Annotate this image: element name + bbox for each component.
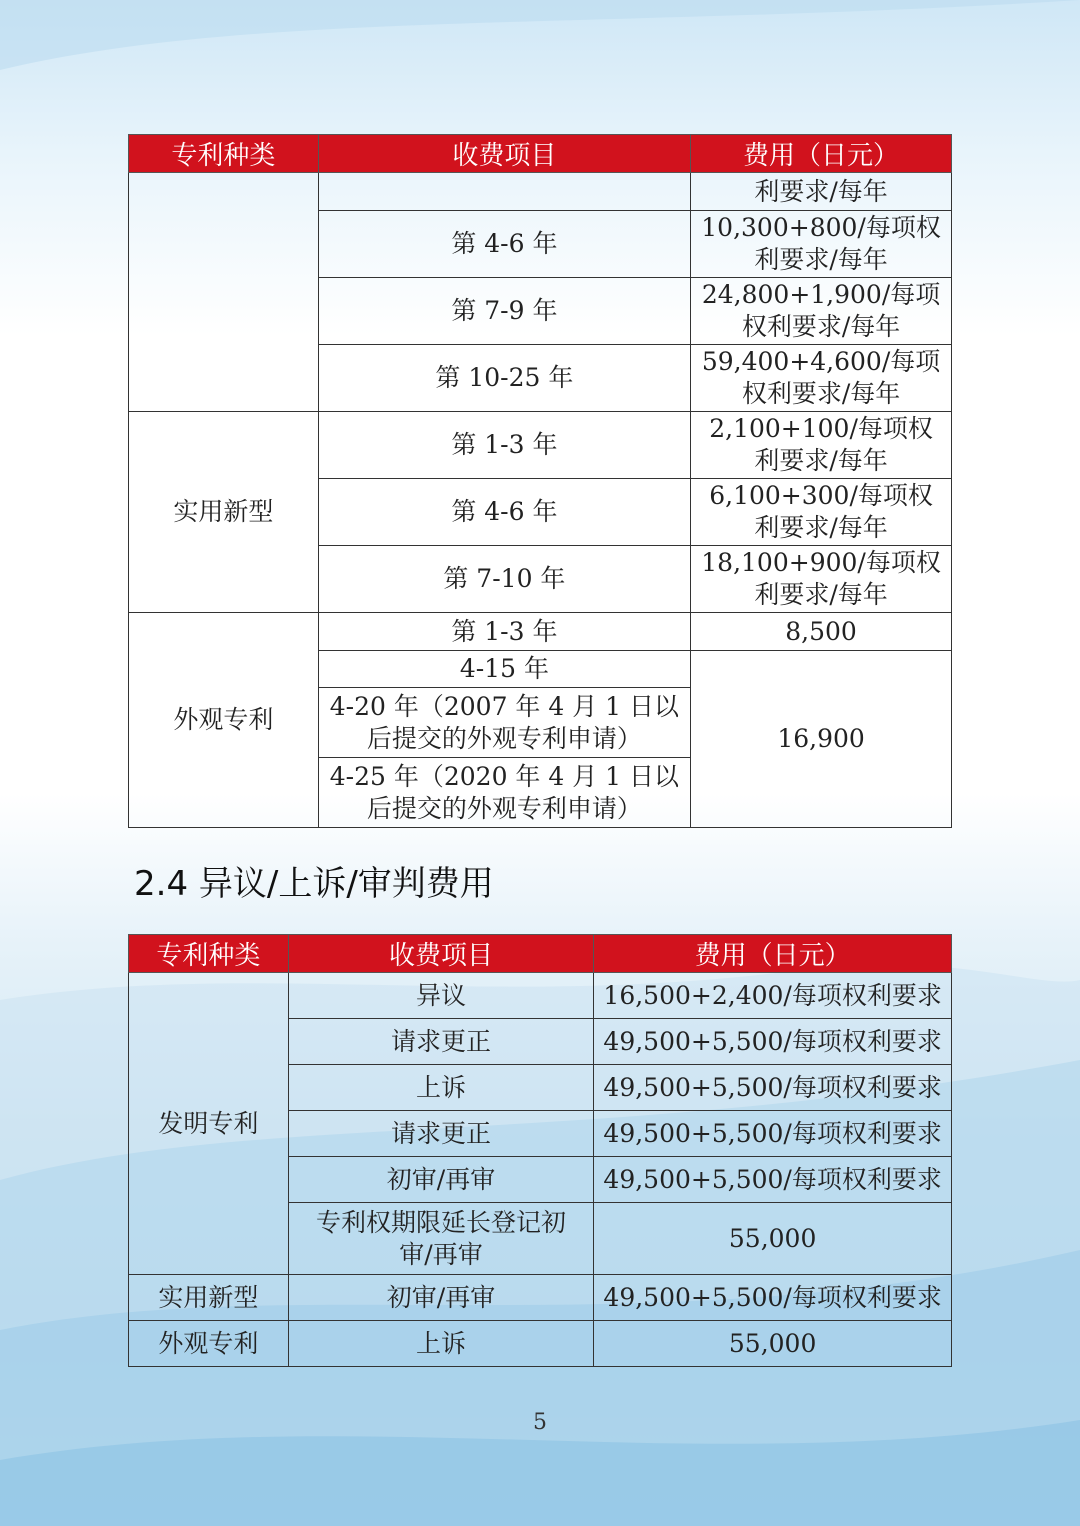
fee-amount-cell: 49,500+5,500/每项权利要求	[594, 1157, 952, 1203]
fee-amount-cell	[691, 211, 952, 278]
fee-item-cell: 第 1-3 年	[318, 613, 690, 651]
fee-item-cell: 第 10-25 年	[318, 345, 690, 412]
table-row	[129, 173, 952, 211]
fee-amount-cell: 49,500+5,500/每项权利要求	[594, 1275, 952, 1321]
maintenance-fee-table	[128, 134, 952, 828]
fee-line-1: 24,800+1,900/每项	[701, 280, 941, 309]
fee-item-cell: 第 7-9 年	[318, 278, 690, 345]
fee-amount-cell	[691, 412, 952, 479]
header-fee-amount: 费用（日元）	[594, 935, 952, 973]
fee-line-1: 10,300+800/每项权	[701, 213, 941, 242]
utility-type-cell: 实用新型	[129, 1275, 289, 1321]
fee-amount-cell: 55,000	[594, 1203, 952, 1275]
fee-amount-cell	[691, 546, 952, 613]
page-number: 5	[533, 1410, 547, 1435]
fee-item-cell: 上诉	[288, 1065, 594, 1111]
utility-type-cell: 实用新型	[129, 412, 319, 613]
fee-item-cell: 第 1-3 年	[318, 412, 690, 479]
fee-line-2: 利要求/每年	[754, 245, 888, 274]
table-row	[129, 1275, 952, 1321]
item-line-2: 后提交的外观专利申请）	[366, 723, 642, 753]
table-header-row	[129, 935, 952, 973]
header-fee-item: 收费项目	[288, 935, 594, 973]
table-row	[129, 412, 952, 479]
fee-amount-cell: 8,500	[691, 613, 952, 651]
fee-amount-cell: 利要求/每年	[691, 173, 952, 211]
fee-line-1: 2,100+100/每项权	[709, 414, 933, 443]
fee-amount-cell: 49,500+5,500/每项权利要求	[594, 1065, 952, 1111]
fee-item-cell: 第 4-6 年	[318, 211, 690, 278]
design-type-cell: 外观专利	[129, 613, 319, 828]
fee-amount-cell: 16,900	[691, 651, 952, 828]
fee-amount-cell: 55,000	[594, 1321, 952, 1367]
item-line-1: 4-20 年（2007 年 4 月 1 日以	[329, 691, 680, 721]
invention-type-cell	[129, 173, 319, 412]
header-patent-type: 专利种类	[129, 935, 289, 973]
fee-amount-cell	[691, 479, 952, 546]
fee-item-cell: 异议	[288, 973, 594, 1019]
table-row	[129, 613, 952, 651]
header-fee-amount: 费用（日元）	[691, 135, 952, 173]
fee-item-cell: 初审/再审	[288, 1157, 594, 1203]
item-line-2: 审/再审	[399, 1239, 483, 1269]
fee-item-cell: 第 4-6 年	[318, 479, 690, 546]
fee-item-cell	[318, 173, 690, 211]
fee-item-cell: 初审/再审	[288, 1275, 594, 1321]
fee-line-1: 59,400+4,600/每项	[701, 347, 941, 376]
fee-line-2: 利要求/每年	[754, 446, 888, 475]
fee-line-1: 18,100+900/每项权	[701, 548, 941, 577]
fee-line-2: 利要求/每年	[754, 580, 888, 609]
fee-amount-cell	[691, 345, 952, 412]
header-patent-type: 专利种类	[129, 135, 319, 173]
invention-type-cell: 发明专利	[129, 973, 289, 1275]
section-heading: 2.4 异议/上诉/审判费用	[134, 864, 494, 904]
fee-line-2: 权利要求/每年	[741, 312, 901, 341]
fee-line-1: 6,100+300/每项权	[709, 481, 933, 510]
item-line-2: 后提交的外观专利申请）	[366, 793, 642, 823]
fee-item-cell: 请求更正	[288, 1111, 594, 1157]
fee-amount-cell	[691, 278, 952, 345]
fee-amount-cell: 49,500+5,500/每项权利要求	[594, 1019, 952, 1065]
fee-line-2: 利要求/每年	[754, 513, 888, 542]
fee-item-cell: 4-15 年	[318, 651, 690, 688]
design-type-cell: 外观专利	[129, 1321, 289, 1367]
fee-amount-cell: 16,500+2,400/每项权利要求	[594, 973, 952, 1019]
appeal-fee-table	[128, 934, 952, 1367]
fee-item-cell	[318, 758, 690, 828]
fee-item-cell: 第 7-10 年	[318, 546, 690, 613]
item-line-1: 专利权期限延长登记初	[316, 1207, 567, 1237]
header-fee-item: 收费项目	[318, 135, 690, 173]
fee-line-2: 权利要求/每年	[741, 379, 901, 408]
item-line-1: 4-25 年（2020 年 4 月 1 日以	[329, 761, 680, 791]
fee-item-cell: 上诉	[288, 1321, 594, 1367]
table-header-row	[129, 135, 952, 173]
fee-item-cell	[318, 688, 690, 758]
fee-item-cell	[288, 1203, 594, 1275]
table-row	[129, 1321, 952, 1367]
fee-item-cell: 请求更正	[288, 1019, 594, 1065]
table-row	[129, 973, 952, 1019]
fee-amount-cell: 49,500+5,500/每项权利要求	[594, 1111, 952, 1157]
